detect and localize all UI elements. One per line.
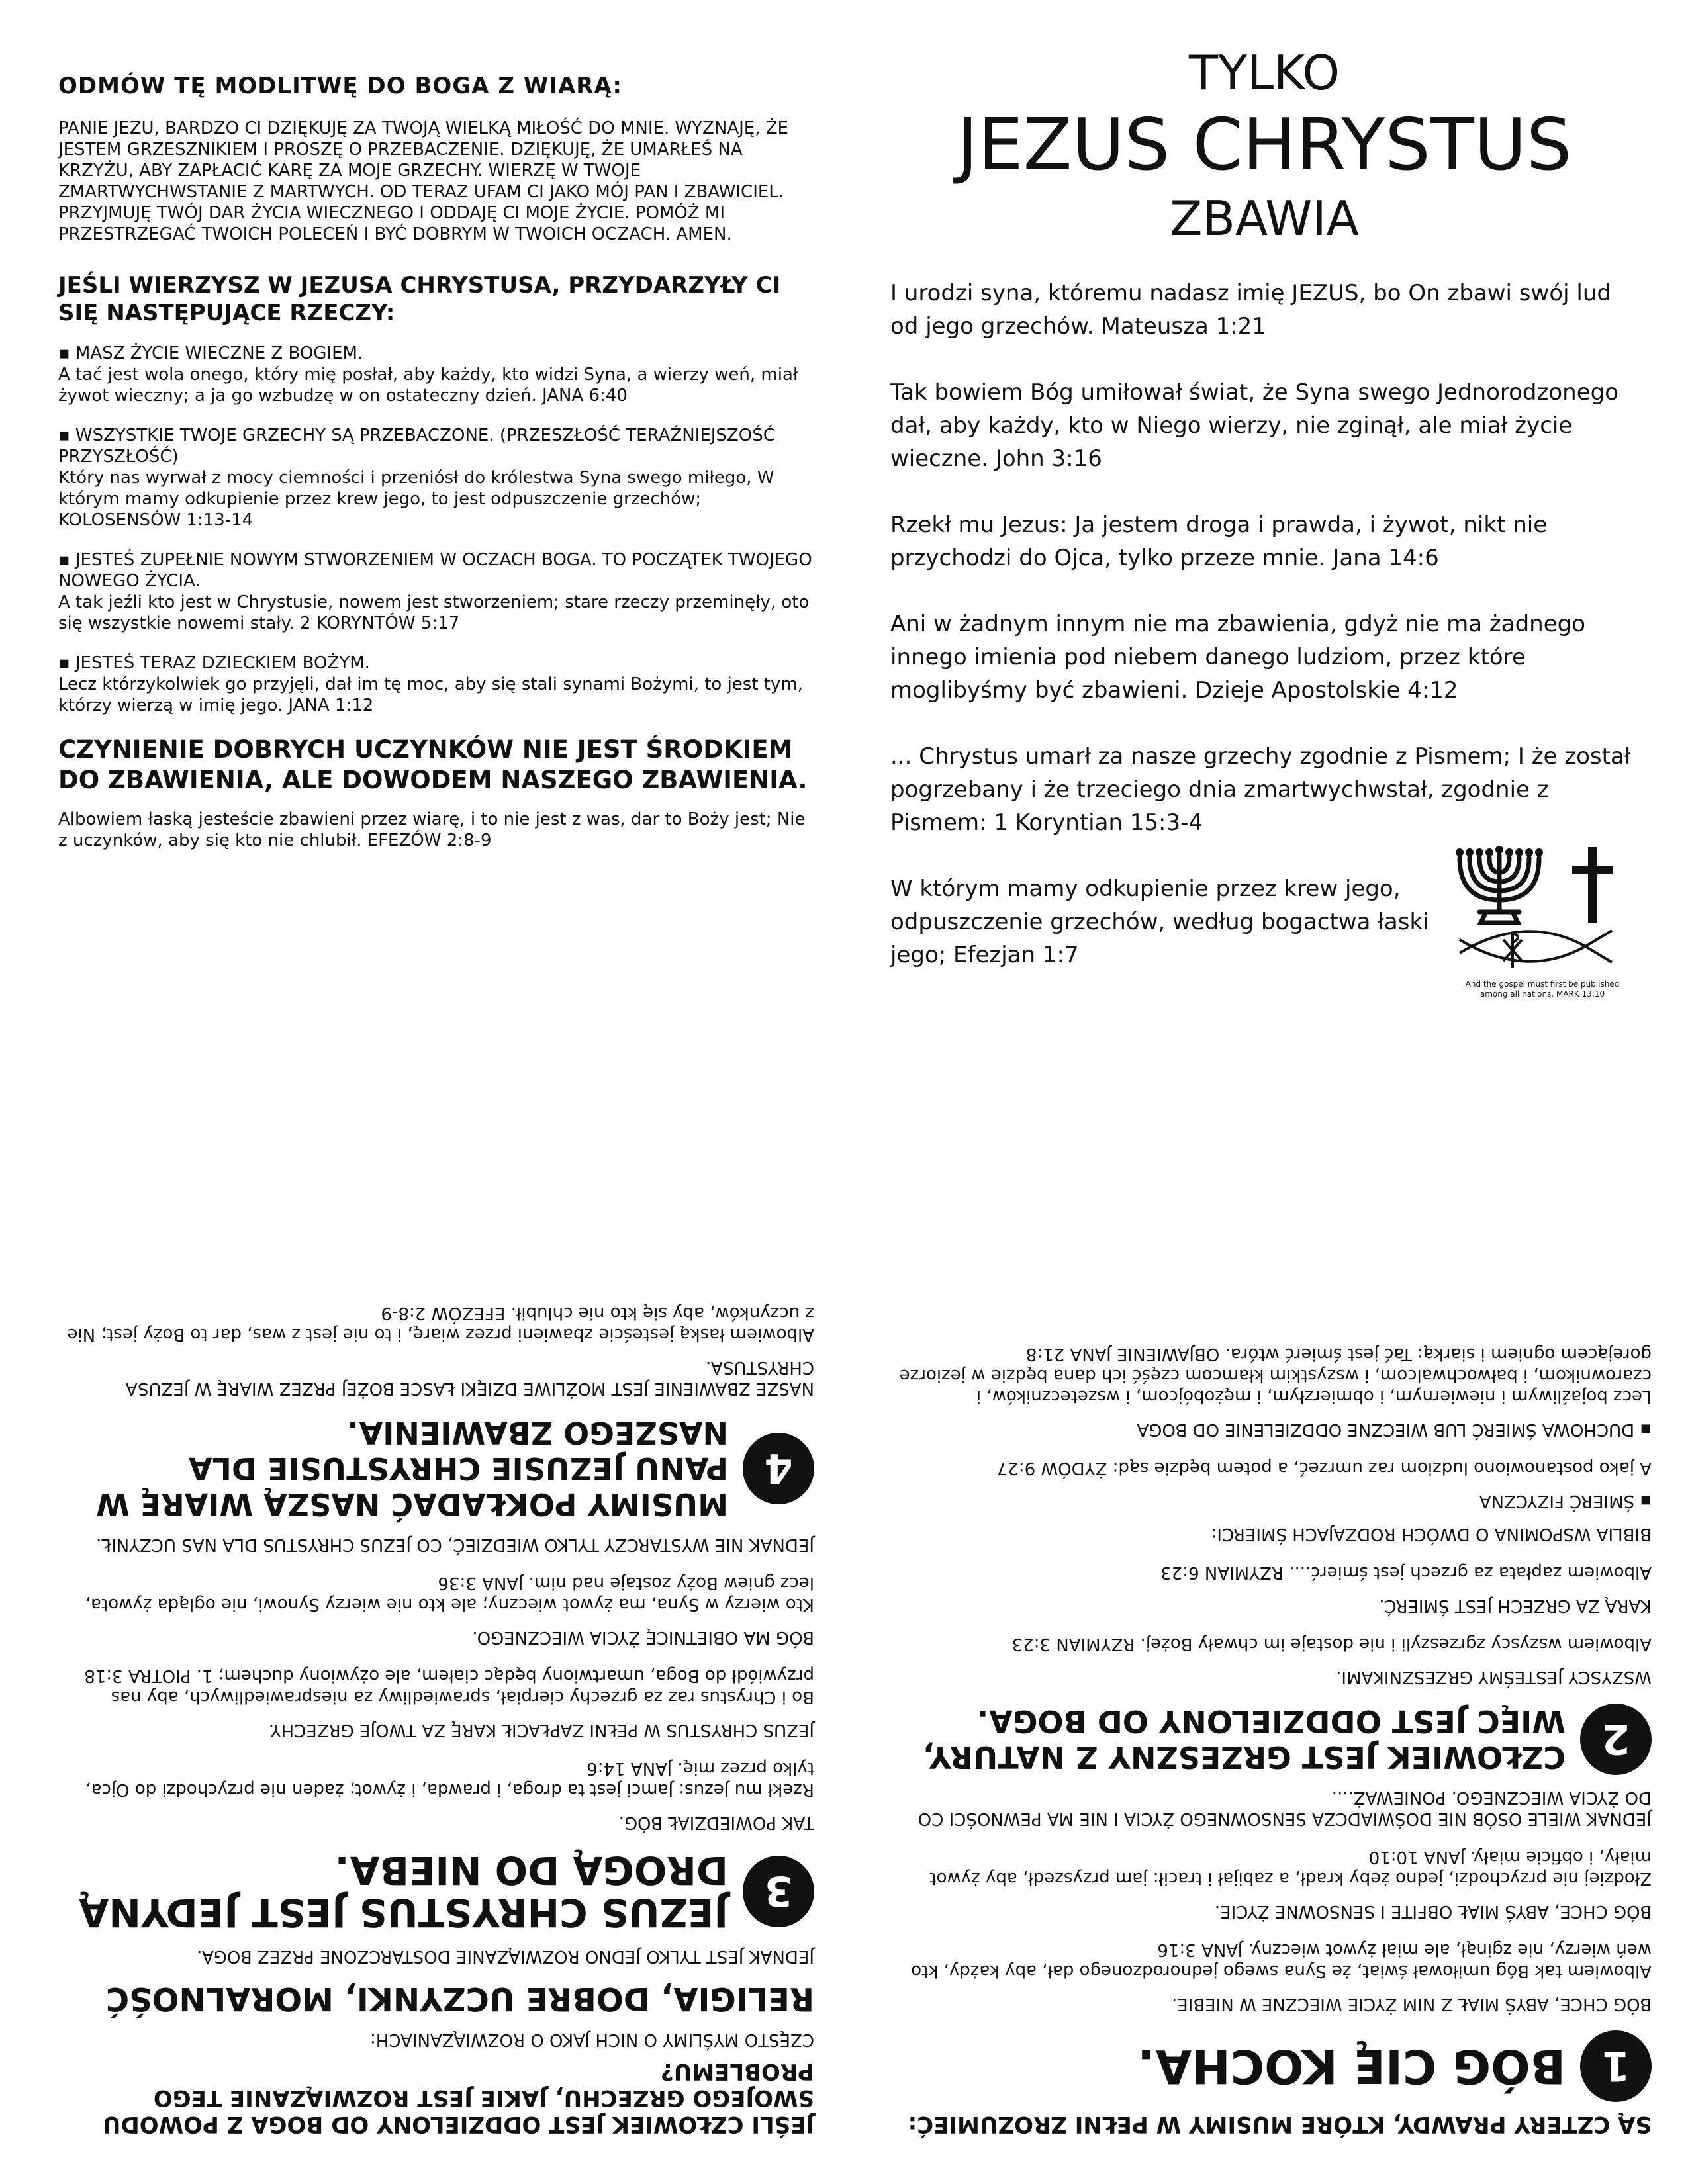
truths-3-4-panel — [53, 1145, 814, 2138]
truth-1-verse: Albowiem tak Bóg umiłował świat, że Syna swego jednorodzonego dał, aby każdy, kto weń wierzy, nie zginął, ale miał żywot wieczny. JANA 3:16 — [911, 1940, 1652, 1981]
four-truths-intro: SĄ CZTERY PRAWDY, KTÓRE MUSIMY W PEŁNI ZROZUMIEĆ: — [908, 2111, 1652, 2138]
truth-3-label: JEDNAK NIE WYSTARCZY TYLKO WIEDZIEĆ, CO JEZUS CHRYSTUS DLA NAS UCZYNIŁ. — [96, 1535, 814, 1555]
truth-3-label: TAK POWIEDZIAŁ BÓG. — [618, 1813, 814, 1833]
truth-3-verse: Bo i Chrystus raz za grzechy cierpiał, sprawiedliwy za niesprawiedliwych, aby nas przywiódł do Boga, umartwiony będąc ciałem, ale ożywiony duchem; 1. PIOTRA 3:18 — [84, 1666, 814, 1707]
prayer-heading: ODMÓW TĘ MODLITWĘ DO BOGA Z WIARĄ: — [58, 73, 623, 99]
title-panel — [890, 46, 1638, 1005]
menorah-icon — [1460, 855, 1539, 923]
title-end: ZBAWIA — [1170, 191, 1359, 246]
truth-1-label: BÓG CHCE, ABYŚ MIAŁ OBFITE I SENSOWNE ŻYCIE. — [1214, 1901, 1652, 1921]
truth-1-label: BÓG CHCE, ABYŚ MIAŁ Z NIM ŻYCIE WIECZNE W NIEBIE. — [1172, 1994, 1652, 2014]
benefit-verse: Lecz którzykolwiek go przyjęli, dał im tę moc, aby się stali synami Bożymi, to jest tym, którzy wierzą w imię jego. JANA 1:12 — [58, 674, 803, 715]
truth-3-label: JEZUS CHRYSTUS W PEŁNI ZAPŁACIŁ KARĘ ZA TWOJE GRZECHY. — [268, 1720, 814, 1740]
truth-2-label: WSZYSCY JESTEŚMY GRZESZNIKAMI. — [1336, 1667, 1652, 1687]
symbols-graphic — [1453, 841, 1632, 973]
truth-2-verse: Albowiem zapłata za grzech jest śmierć.... RZYMIAN 6:23 — [1160, 1563, 1652, 1582]
solution-intro: CZĘSTO MYŚLIMY O NICH JAKO O ROZWIĄZANIACH: — [370, 2030, 814, 2050]
truth-2-label: ▪ ŚMIERĆ FIZYCZNA — [1479, 1491, 1652, 1511]
truth-2-verse: Lecz bojaźliwym i niewiernym, i obmierzłym, i mężobójcom, i wszeteczników, i czarownikom, i bałwochwalcom, i wszystkim kłamcom część ich dana będzie w jeziorze gorejącem ogniem i siarką: Tać jest śmierć wtóra. OBJAWIENIE JANA 21:8 — [899, 1344, 1652, 1406]
truth-2-heading: CZŁOWIEK JEST GRZESZNY Z NATURY, WIĘC JEST ODDZIELONY OD BOGA. — [922, 1704, 1566, 1775]
benefit-verse: A tać jest wola onego, który mię posłał, aby każdy, kto widzi Syna, a wierzy weń, miał żywot wieczny; a ja go wzbudzę w on ostateczny dzień. JANA 6:40 — [58, 365, 798, 406]
works-verse: Albowiem łaską jesteście zbawieni przez wiarę, i to nie jest z was, dar to Boży jest; Nie z uczynków, aby się kto nie chlubił. EFEZÓW 2:8-9 — [58, 809, 806, 850]
cross-icon — [1572, 847, 1613, 923]
truth-2-header — [890, 1704, 1652, 1775]
truth-3-heading: JEZUS CHRYSTUS JEST JEDYNĄ DROGĄ DO NIEBA. — [79, 1848, 728, 1935]
truth-3-verse: Kto wierzy w Syna, ma żywot wieczny; ale kto nie wierzy Synowi, nie ogląda żywota, lecz gniew Boży zostaje nad nim. JANA 3:36 — [85, 1573, 814, 1614]
truth-3-header — [53, 1849, 814, 1934]
false-solutions: RELIGIA, DOBRE UCZYNKI, MORALNOŚĆ — [105, 1980, 814, 2017]
truth-2-verse: Albowiem wszyscy zgrzeszyli i nie dostaje im chwały Bożej. RZYMIAN 3:23 — [1011, 1634, 1652, 1654]
title-small: TYLKO — [1188, 45, 1340, 101]
title-main: JEZUS CHRYSTUS — [957, 104, 1572, 187]
verse: W którym mamy odkupienie przez krew jego, odpuszczenie grzechów, według bogactwa łaski jego; Efezjan 1:7 — [890, 876, 1429, 968]
truth-1-label: JEDNAK WIELE OSÓB NIE DOŚWIADCZA SENSOWNEGO ŻYCIA I NIE MA PEWNOŚCI CO DO ŻYCIA WIECZNEGO. PONIEWAŻ.... — [917, 1788, 1652, 1829]
truth-4-header — [53, 1415, 814, 1522]
verse: Tak bowiem Bóg umiłował świat, że Syna swego Jednorodzonego dał, aby każdy, kto w Niego wierzy, nie zginął, ale miał życie wieczne. John 3:16 — [890, 379, 1619, 472]
christian-symbols — [1453, 841, 1632, 999]
truth-4-heading: MUSIMY POKŁADAĆ NASZĄ WIARĘ W PANU JEZUSIE CHRYSTUSIE DLA NASZEGO ZBAWIENIA. — [96, 1415, 728, 1522]
truths-1-2-panel — [890, 1152, 1652, 2138]
truth-4-verse: Albowiem łaską jesteście zbawieni przez wiarę, i to nie jest z was, dar to Boży jest; Nie z uczynków, aby się kto nie chlubił. EFEZÓW 2:8-9 — [67, 1303, 814, 1344]
one-solution-note: JEDNAK JEST TYLKO JEDNO ROZWIĄZANIE DOSTARCZONE PRZEZ BOGA. — [197, 1946, 814, 1966]
benefit-title: ▪ MASZ ŻYCIE WIECZNE Z BOGIEM. — [58, 343, 363, 363]
benefit-verse: A tak jeźli kto jest w Chrystusie, nowem jest stworzeniem; stare rzeczy przeminęły, oto się wszystkie nowemi stały. 2 KORYNTÓW 5:17 — [58, 592, 810, 633]
benefit-item — [58, 425, 820, 531]
truth-1-verse: Złodziej nie przychodzi, jedno żeby kradł, a zabijał i tracił: jam przyszedł, aby żywot miały, i obficie miały. JANA 10:10 — [929, 1847, 1652, 1888]
verse: I urodzi syna, któremu nadasz imię JEZUS, bo On zbawi swój lud od jego grzechów. Mateusza 1:21 — [890, 280, 1611, 340]
benefit-item — [58, 653, 820, 716]
works-heading: CZYNIENIE DOBRYCH UCZYNKÓW NIE JEST ŚRODKIEM DO ZBAWIENIA, ALE DOWODEM NASZEGO ZBAWIENIA. — [58, 735, 808, 794]
benefit-item — [58, 343, 820, 406]
verse: ... Chrystus umarł za nasze grzechy zgodnie z Pismem; I że został pogrzebany i że trzeciego dnia zmartwychwstał, zgodnie z Pismem: 1 Koryntian 15:3-4 — [890, 743, 1631, 836]
solution-question: JEŚLI CZŁOWIEK JEST ODDZIELONY OD BOGA Z POWODU SWOJEGO GRZECHU, JAKIE JEST ROZWIĄZANIE TEGO PROBLEMU? — [102, 2058, 814, 2138]
number-badge-2: 2 — [1580, 1704, 1652, 1775]
truth-4-label: NASZE ZBAWIENIE JEST MOŻLIWE DZIĘKI ŁASCE BOŻEJ PRZEZ WIARĘ W JEZUSA CHRYSTUSA. — [125, 1357, 814, 1398]
number-badge-4: 4 — [743, 1433, 814, 1504]
truth-2-verse: A jako postanowiono ludziom raz umrzeć, a potem będzie sąd: ŻYDÓW 9:27 — [996, 1458, 1652, 1478]
prayer-panel — [58, 73, 820, 851]
truth-3-verse: Rzekł mu Jezus: Jamci jest ta droga, i prawda, i żywot; żaden nie przychodzi do Ojca, tylko przez mię. JANA 14:6 — [85, 1758, 814, 1799]
benefit-title: ▪ JESTEŚ TERAZ DZIECKIEM BOŻYM. — [58, 653, 370, 673]
number-badge-3: 3 — [743, 1856, 814, 1927]
truth-2-label: ▪ DUCHOWA ŚMIERĆ LUB WIECZNE ODDZIELENIE OD BOGA — [1137, 1420, 1652, 1439]
benefits-heading: JEŚLI WIERZYSZ W JEZUSA CHRYSTUSA, PRZYDARZYŁY CI SIĘ NASTĘPUJĄCE RZECZY: — [58, 272, 781, 326]
verse: Ani w żadnym innym nie ma zbawienia, gdyż nie ma żadnego innego imienia pod niebem danego ludziom, przez które moglibyśmy być zbawieni. Dzieje Apostolskie 4:12 — [890, 611, 1586, 704]
symbols-caption: And the gospel must first be published among all nations. MARK 13:10 — [1465, 979, 1620, 999]
benefit-title: ▪ JESTEŚ ZUPEŁNIE NOWYM STWORZENIEM W OCZACH BOGA. TO POCZĄTEK TWOJEGO NOWEGO ŻYCIA. — [58, 550, 812, 591]
verse: Rzekł mu Jezus: Ja jestem droga i prawda, i żywot, nikt nie przychodzi do Ojca, tylko przeze mnie. Jana 14:6 — [890, 512, 1548, 571]
truth-3-label: BÓG MA OBIETNICĘ ŻYCIA WIECZNEGO. — [472, 1627, 814, 1647]
truth-1-heading: BÓG CIĘ KOCHA. — [1137, 2039, 1566, 2093]
ichthys-chi-rho-icon — [1460, 931, 1612, 968]
truth-2-label: KARĄ ZA GRZECH JEST ŚMIERĆ. — [1379, 1596, 1652, 1615]
benefit-verse: Który nas wyrwał z mocy ciemności i przeniósł do królestwa Syna swego miłego, W którym mamy odkupienie przez krew jego, to jest odpuszczenie grzechów; KOLOSENSÓW 1:13-14 — [58, 468, 774, 530]
truth-2-label: BIBLIA WSPOMINA O DWÓCH RODZAJACH ŚMIERCI: — [1211, 1524, 1652, 1544]
prayer-text: PANIE JEZU, BARDZO CI DZIĘKUJĘ ZA TWOJĄ WIELKĄ MIŁOŚĆ DO MNIE. WYZNAJĘ, ŻE JESTEM GRZESZNIKIEM I PROSZĘ O PRZEBACZENIE. DZIĘKUJĘ, ŻE UMARŁEŚ NA KRZYŻU, ABY ZAPŁACIĆ KARĘ ZA MOJE GRZECHY. WIERZĘ W TWOJE ZMARTWYCHWSTANIE Z MARTWYCH. OD TERAZ UFAM CI JAKO MÓJ PAN I ZBAWICIEL. PRZYJMUJĘ TWÓJ DAR ŻYCIA WIECZNEGO I ODDAJĘ CI MOJE ŻYCIE. POMÓŻ MI PRZESTRZEGAĆ TWOICH POLECEŃ I BYĆ DOBRYM W TWOICH OCZACH. AMEN. — [58, 118, 788, 244]
truth-1-header — [890, 2030, 1652, 2102]
benefit-title: ▪ WSZYSTKIE TWOJE GRZECHY SĄ PRZEBACZONE. (PRZESZŁOŚĆ TERAŹNIEJSZOŚĆ PRZYSZŁOŚĆ) — [58, 426, 775, 467]
number-badge-1: 1 — [1580, 2030, 1652, 2102]
benefit-item — [58, 549, 820, 634]
